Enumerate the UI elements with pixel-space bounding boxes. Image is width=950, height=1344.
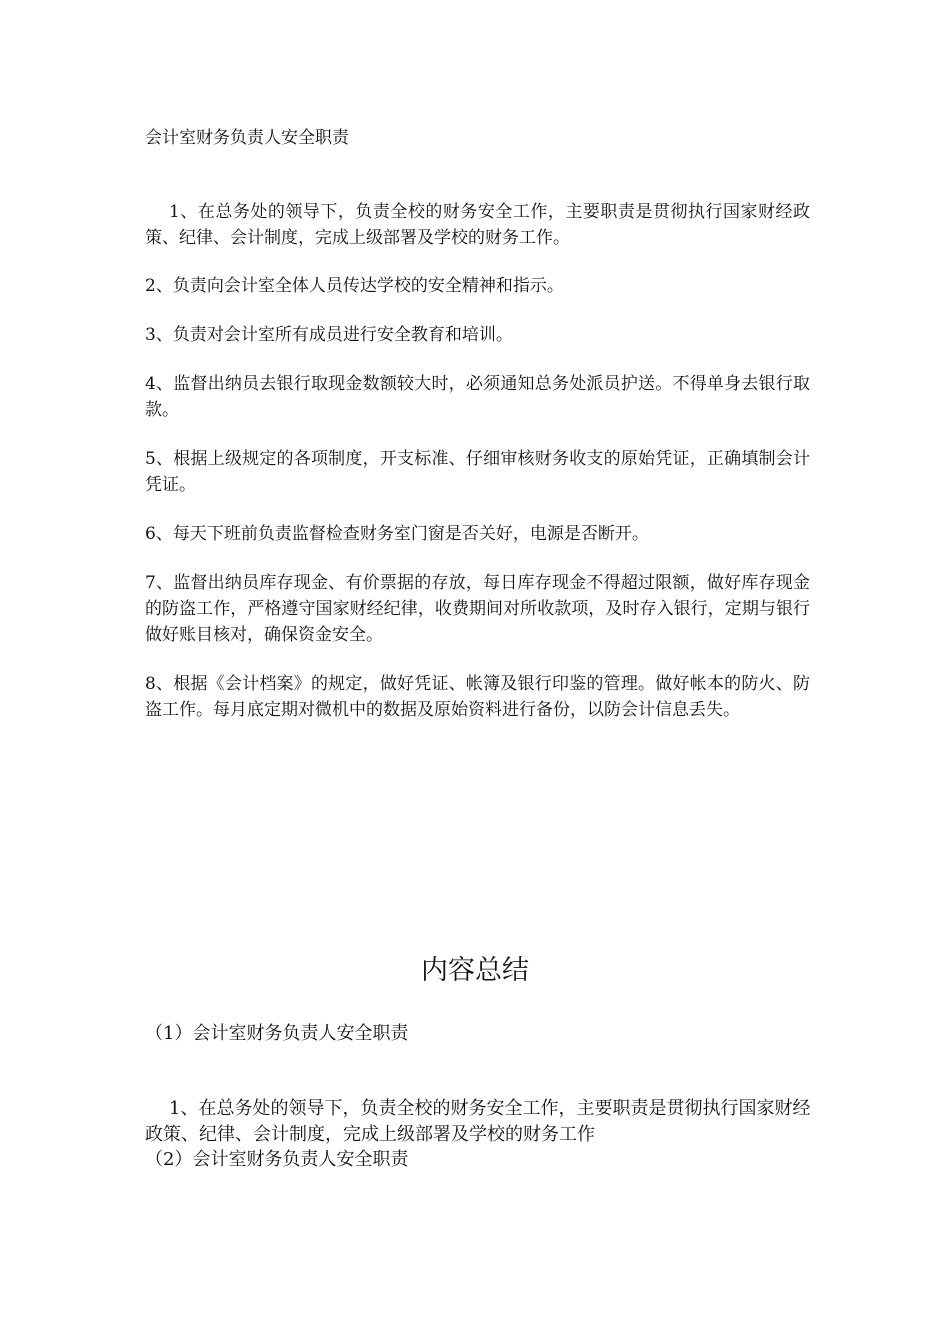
duty-item-3: 3、负责对会计室所有成员进行安全教育和培训。: [145, 325, 513, 345]
summary-line-2: （2）会计室财务负责人安全职责: [145, 1149, 409, 1170]
duty-item-1: 1、在总务处的领导下，负责全校的财务安全工作，主要职责是贯彻执行国家财经政策、纪律、会计制度，完成上级部署及学校的财务工作。: [145, 202, 810, 248]
duty-item-4: 4、监督出纳员去银行取现金数额较大时，必须通知总务处派员护送。不得单身去银行取款。: [145, 374, 810, 420]
document-title: 会计室财务负责人安全职责: [145, 128, 349, 148]
summary-line-1: （1）会计室财务负责人安全职责: [145, 1023, 409, 1044]
duty-item-6: 6、每天下班前负责监督检查财务室门窗是否关好，电源是否断开。: [145, 524, 649, 544]
summary-paragraph: 1、在总务处的领导下，负责全校的财务安全工作，主要职责是贯彻执行国家财经政策、纪律、会计制度，完成上级部署及学校的财务工作: [145, 1098, 811, 1145]
duty-item-5: 5、根据上级规定的各项制度，开支标准、仔细审核财务收支的原始凭证，正确填制会计凭证。: [145, 449, 810, 495]
duty-item-7: 7、监督出纳员库存现金、有价票据的存放，每日库存现金不得超过限额，做好库存现金的防盗工作，严格遵守国家财经纪律，收费期间对所收款项，及时存入银行，定期与银行做好账目核对，确保资金安全。: [145, 573, 810, 645]
summary-heading: 内容总结: [421, 955, 529, 986]
duty-item-8: 8、根据《会计档案》的规定，做好凭证、帐簿及银行印鉴的管理。做好帐本的防火、防盗工作。每月底定期对微机中的数据及原始资料进行备份，以防会计信息丢失。: [145, 674, 810, 720]
duty-item-2: 2、负责向会计室全体人员传达学校的安全精神和指示。: [145, 276, 564, 296]
